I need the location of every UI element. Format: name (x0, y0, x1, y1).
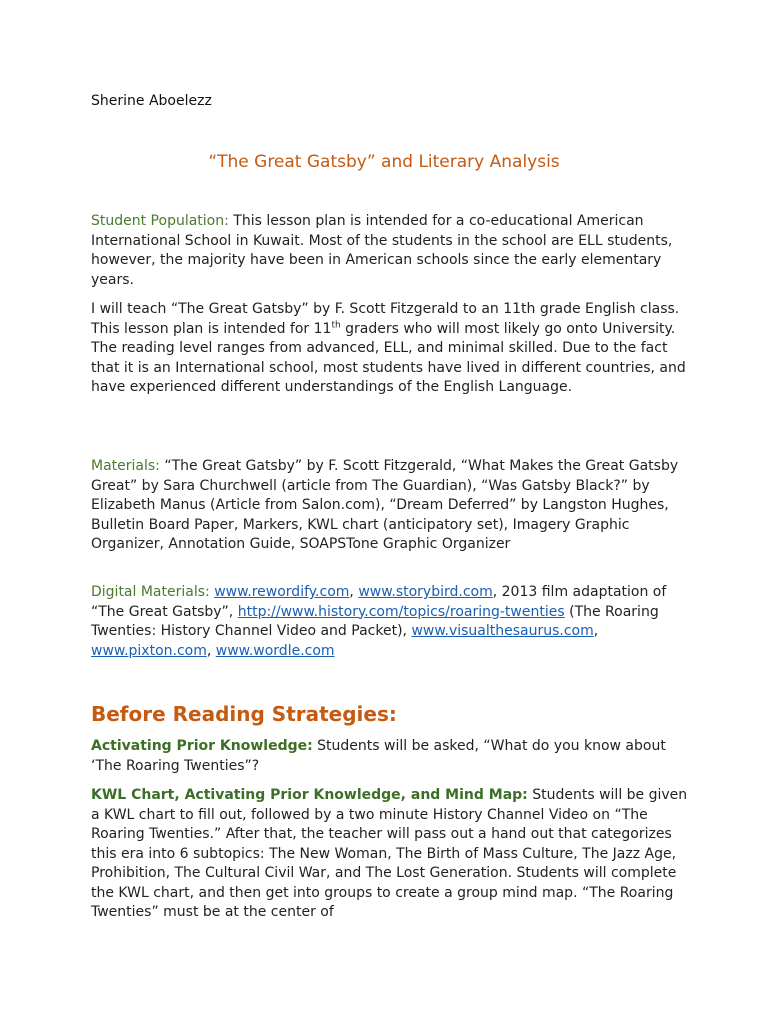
separator: , (349, 584, 359, 600)
materials-label: Materials: (91, 458, 160, 474)
wordle-link[interactable]: www.wordle.com (215, 642, 335, 659)
prior-knowledge-paragraph (91, 737, 691, 776)
teaching-text-b: graders who will most likely go onto University. The reading level ranges from advanced, ELL, and minimal skilled. Due to the fact that it is an International school, most students have lived in different countries, and have experienced different understandings of the English Language. (91, 320, 686, 395)
prior-knowledge-label: Activating Prior Knowledge: (91, 738, 313, 754)
storybird-link[interactable]: www.storybird.com (358, 584, 493, 600)
pixton-link[interactable]: www.pixton.com (91, 642, 207, 659)
materials-paragraph (91, 457, 691, 555)
student-population-text: This lesson plan is intended for a co-educational American International School in Kuwait. Most of the students in the school are ELL students, however, the majority have been in American schools since the early elementary years. (91, 213, 673, 288)
visualthesaurus-link[interactable]: www.visualthesaurus.com (411, 623, 594, 639)
separator: , (593, 623, 599, 639)
digital-materials-paragraph (91, 583, 691, 661)
separator: , (206, 642, 216, 659)
prior-knowledge-text: Students will be asked, “What do you know about ‘The Roaring Twenties”? (91, 738, 666, 774)
materials-text: “The Great Gatsby” by F. Scott Fitzgerald, “What Makes the Great Gatsby Great” by Sara Churchwell (article from The Guardian), “Was Gatsby Black?” by Elizabeth Manus (Article from Salon.com), “Dream Deferred” by Langston Hughes, Bulletin Board Paper, Markers, KWL chart (anticipatory set), Imagery Graphic Organizer, Annotation Guide, SOAPSTone Graphic Organizer (91, 458, 679, 552)
kwl-paragraph (91, 786, 691, 923)
kwl-label: KWL Chart, Activating Prior Knowledge, and Mind Map: (91, 787, 528, 803)
digital-materials-label: Digital Materials: (91, 584, 210, 600)
teaching-text-a: I will teach “The Great Gatsby” by F. Scott Fitzgerald to an 11th grade English class. This lesson plan is intended for 11 (91, 301, 680, 337)
rewordify-link[interactable]: www.rewordify.com (214, 584, 350, 600)
history-roaring-twenties-link[interactable]: http://www.history.com/topics/roaring-twenties (237, 603, 565, 620)
kwl-text: Students will be given a KWL chart to fill out, followed by a two minute History Channel Video on “The Roaring Twenties.” After that, the teacher will pass out a hand out that categorizes this era into 6 subtopics: The New Woman, The Birth of Mass Culture, The Jazz Age, Prohibition, The Cultural Civil War, and The Lost Generation. Students will complete the KWL chart, and then get into groups to create a group mind map. “The Roaring Twenties” must be at the center of (91, 787, 688, 920)
teaching-paragraph (91, 300, 691, 398)
ordinal-suffix: th (331, 319, 341, 330)
student-population-label: Student Population: (91, 213, 229, 229)
student-population-paragraph (91, 212, 691, 290)
author-name: Sherine Aboelezz (91, 93, 212, 109)
film-adaptation-text: , 2013 film adaptation of “The Great Gatsby”, (91, 584, 667, 620)
document-title: “The Great Gatsby” and Literary Analysis (208, 152, 560, 172)
history-channel-text: (The Roaring Twenties: History Channel Video and Packet), (91, 603, 659, 639)
section-heading: Before Reading Strategies: (91, 702, 397, 726)
